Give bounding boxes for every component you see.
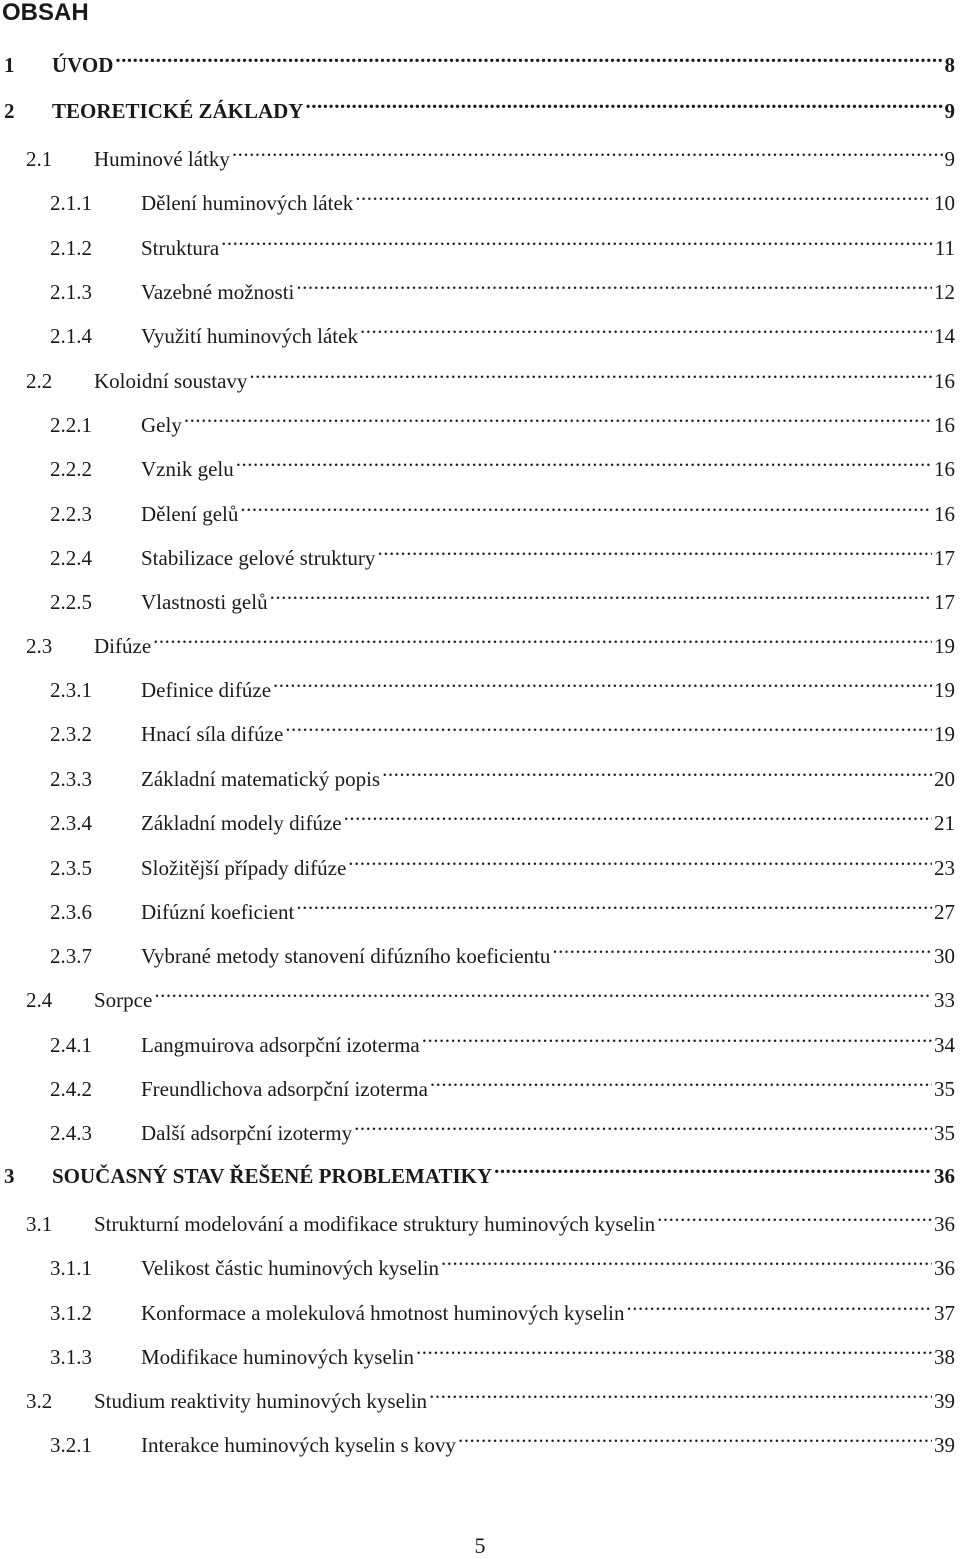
toc-entry-number: 1 (4, 53, 15, 77)
toc-entry-label: Studium reaktivity huminových kyselin (94, 1386, 429, 1416)
toc-entry-number: 3.1.1 (50, 1256, 92, 1280)
dot-leader (296, 889, 932, 919)
toc-entry-page: 30 (932, 941, 955, 971)
toc-entry-number: 2.3.6 (50, 900, 92, 924)
toc-entry-number: 2.2.4 (50, 546, 92, 570)
toc-entry-label: Další adsorpční izotermy (141, 1118, 354, 1148)
toc-entry[interactable] (50, 269, 955, 304)
toc-entry-page: 14 (932, 321, 955, 351)
toc-entry-number: 2.1.4 (50, 324, 92, 348)
dot-leader (416, 1334, 932, 1364)
dot-leader (348, 845, 932, 875)
toc-entry-page: 8 (943, 50, 956, 80)
toc-entry-label: Definice difúze (141, 675, 273, 705)
dot-leader (296, 269, 932, 299)
toc-entry-label: Dělení gelů (141, 499, 240, 529)
toc-entry-label: Vznik gelu (141, 454, 236, 484)
dot-leader (430, 1066, 932, 1096)
toc-entry[interactable] (50, 756, 955, 791)
dot-leader (344, 800, 932, 830)
toc-entry-label: Konformace a molekulová hmotnost huminových kyselin (141, 1298, 627, 1328)
toc-entry[interactable] (50, 491, 955, 526)
toc-entry-number: 3 (4, 1164, 15, 1188)
toc-entry[interactable] (50, 579, 955, 614)
toc-entry-page: 20 (932, 764, 955, 794)
toc-entry-page: 16 (932, 366, 955, 396)
dot-leader (422, 1022, 932, 1052)
toc-entry-number: 2.1.2 (50, 236, 92, 260)
toc-entry-page: 39 (932, 1430, 955, 1460)
toc-entry-page: 9 (943, 96, 956, 126)
dot-leader (240, 491, 932, 521)
toc-entry-page: 10 (932, 188, 955, 218)
toc-entry-label: Vlastnosti gelů (141, 587, 270, 617)
toc-entry-number: 2.2.3 (50, 502, 92, 526)
toc-entry-label: Strukturní modelování a modifikace struktury huminových kyselin (94, 1209, 657, 1239)
toc-entry[interactable] (26, 977, 955, 1012)
toc-entry-number: 2 (4, 99, 15, 123)
dot-leader (552, 933, 932, 963)
toc-entry[interactable] (4, 1153, 955, 1188)
toc-entry[interactable] (50, 933, 955, 968)
toc-entry-label: Interakce huminových kyselin s kovy (141, 1430, 458, 1460)
dot-leader (354, 1110, 932, 1140)
dot-leader (305, 88, 942, 118)
toc-entry[interactable] (50, 313, 955, 348)
toc-entry-number: 2.2.5 (50, 590, 92, 614)
dot-leader (249, 358, 932, 388)
dot-leader (429, 1378, 932, 1408)
dot-leader (355, 180, 932, 210)
toc-entry-label: Hnací síla difúze (141, 719, 285, 749)
toc-entry-number: 2.2.2 (50, 457, 92, 481)
toc-entry-number: 2.3.1 (50, 678, 92, 702)
toc-entry[interactable] (26, 358, 955, 393)
toc-entry-label: Základní matematický popis (141, 764, 382, 794)
toc-entry-number: 2.3.2 (50, 722, 92, 746)
toc-entry-number: 3.1.3 (50, 1345, 92, 1369)
toc-entry-page: 16 (932, 410, 955, 440)
dot-leader (458, 1422, 932, 1452)
toc-entry-label: Velikost částic huminových kyselin (141, 1253, 441, 1283)
toc-entry-number: 2.4 (26, 988, 53, 1012)
toc-entry-number: 3.2.1 (50, 1433, 92, 1457)
toc-entry-label: Difúzní koeficient (141, 897, 296, 927)
dot-leader (153, 623, 932, 653)
toc-entry[interactable] (26, 623, 955, 658)
toc-entry-number: 2.2 (26, 369, 53, 393)
dot-leader (494, 1153, 932, 1183)
toc-entry-label: Vazebné možnosti (141, 277, 296, 307)
toc-entry-label: Stabilizace gelové struktury (141, 543, 377, 573)
toc-entry[interactable] (50, 889, 955, 924)
toc-entry-number: 2.3.7 (50, 944, 92, 968)
toc-entry-number: 2.4.1 (50, 1033, 92, 1057)
toc-entry[interactable] (4, 42, 955, 77)
toc-entry-page: 37 (932, 1298, 955, 1328)
toc-entry-page: 33 (932, 985, 955, 1015)
toc-entry-page: 23 (932, 853, 955, 883)
toc-entry-page: 16 (932, 454, 955, 484)
toc-entry-page: 17 (932, 543, 955, 573)
dot-leader (184, 402, 932, 432)
toc-entry-number: 2.3.4 (50, 811, 92, 835)
toc-entry[interactable] (50, 1022, 955, 1057)
toc-entry-number: 2.1 (26, 147, 53, 171)
toc-entry[interactable] (26, 1378, 955, 1413)
toc-entry-number: 3.2 (26, 1389, 53, 1413)
toc-entry-page: 35 (932, 1074, 955, 1104)
toc-entry-label: Složitější případy difúze (141, 853, 348, 883)
dot-leader (270, 579, 932, 609)
toc-entry-label: TEORETICKÉ ZÁKLADY (52, 96, 305, 126)
toc-entry[interactable] (50, 1245, 955, 1280)
toc-entry[interactable] (26, 136, 955, 171)
toc-entry-page: 36 (932, 1209, 955, 1239)
toc-entry[interactable] (50, 1334, 955, 1369)
toc-entry-label: Využití huminových látek (141, 321, 360, 351)
toc-entry-label: Základní modely difúze (141, 808, 344, 838)
toc-entry-label: ÚVOD (52, 50, 115, 80)
toc-entry-number: 2.4.2 (50, 1077, 92, 1101)
toc-entry-page: 17 (932, 587, 955, 617)
toc-entry-label: SOUČASNÝ STAV ŘEŠENÉ PROBLEMATIKY (52, 1161, 494, 1191)
page-number: 5 (474, 1533, 486, 1558)
toc-entry-label: Difúze (94, 631, 153, 661)
toc-entry-label: Freundlichova adsorpční izoterma (141, 1074, 430, 1104)
toc-entry-label: Modifikace huminových kyselin (141, 1342, 416, 1372)
toc-entry-number: 2.1.3 (50, 280, 92, 304)
toc-entry-label: Sorpce (94, 985, 154, 1015)
dot-leader (273, 667, 932, 697)
toc-entry[interactable] (50, 845, 955, 880)
toc-entry-page: 35 (932, 1118, 955, 1148)
dot-leader (154, 977, 932, 1007)
toc-entry-number: 2.2.1 (50, 413, 92, 437)
dot-leader (236, 446, 932, 476)
toc-entry-page: 39 (932, 1386, 955, 1416)
dot-leader (115, 42, 942, 72)
toc-entry-number: 2.1.1 (50, 191, 92, 215)
toc-entry-label: Gely (141, 410, 184, 440)
toc-entry[interactable] (50, 711, 955, 746)
dot-leader (232, 136, 943, 166)
dot-leader (377, 535, 932, 565)
toc-entry[interactable] (50, 225, 955, 260)
page-title: OBSAH (2, 0, 89, 26)
toc-entry[interactable] (50, 1290, 955, 1325)
toc-entry[interactable] (50, 446, 955, 481)
toc-entry-number: 3.1.2 (50, 1301, 92, 1325)
toc-entry-page: 9 (943, 144, 956, 174)
toc-entry-page: 27 (932, 897, 955, 927)
toc-entry-page: 19 (932, 631, 955, 661)
dot-leader (221, 225, 933, 255)
toc-entry-label: Vybrané metody stanovení difúzního koeficientu (141, 941, 552, 971)
toc-entry-page: 36 (932, 1161, 955, 1191)
toc-entry[interactable] (50, 800, 955, 835)
toc-entry-number: 3.1 (26, 1212, 53, 1236)
toc-entry[interactable] (50, 667, 955, 702)
toc-entry[interactable] (4, 88, 955, 123)
toc-entry[interactable] (50, 402, 955, 437)
toc-entry-page: 36 (932, 1253, 955, 1283)
dot-leader (441, 1245, 932, 1275)
toc-entry-page: 16 (932, 499, 955, 529)
dot-leader (360, 313, 932, 343)
toc-entry[interactable] (50, 1066, 955, 1101)
dot-leader (627, 1290, 933, 1320)
toc-entry-page: 19 (932, 719, 955, 749)
toc-entry[interactable] (50, 1422, 955, 1457)
dot-leader (382, 756, 932, 786)
toc-entry[interactable] (50, 180, 955, 215)
toc-entry-number: 2.3 (26, 634, 53, 658)
toc-entry-page: 34 (932, 1030, 955, 1060)
toc-entry-page: 19 (932, 675, 955, 705)
toc-entry-number: 2.3.5 (50, 856, 92, 880)
toc-entry-number: 2.3.3 (50, 767, 92, 791)
toc-entry-label: Huminové látky (94, 144, 232, 174)
toc-entry[interactable] (26, 1201, 955, 1236)
toc-entry-page: 12 (932, 277, 955, 307)
toc-entry-label: Struktura (141, 233, 221, 263)
toc-entry[interactable] (50, 535, 955, 570)
toc-entry-page: 38 (932, 1342, 955, 1372)
toc-entry-page: 11 (933, 233, 955, 263)
toc-entry-label: Koloidní soustavy (94, 366, 249, 396)
toc-entry-label: Langmuirova adsorpční izoterma (141, 1030, 422, 1060)
dot-leader (285, 711, 932, 741)
toc-entry-page: 21 (932, 808, 955, 838)
dot-leader (657, 1201, 932, 1231)
toc-entry-number: 2.4.3 (50, 1121, 92, 1145)
toc-entry[interactable] (50, 1110, 955, 1145)
toc-entry-label: Dělení huminových látek (141, 188, 355, 218)
